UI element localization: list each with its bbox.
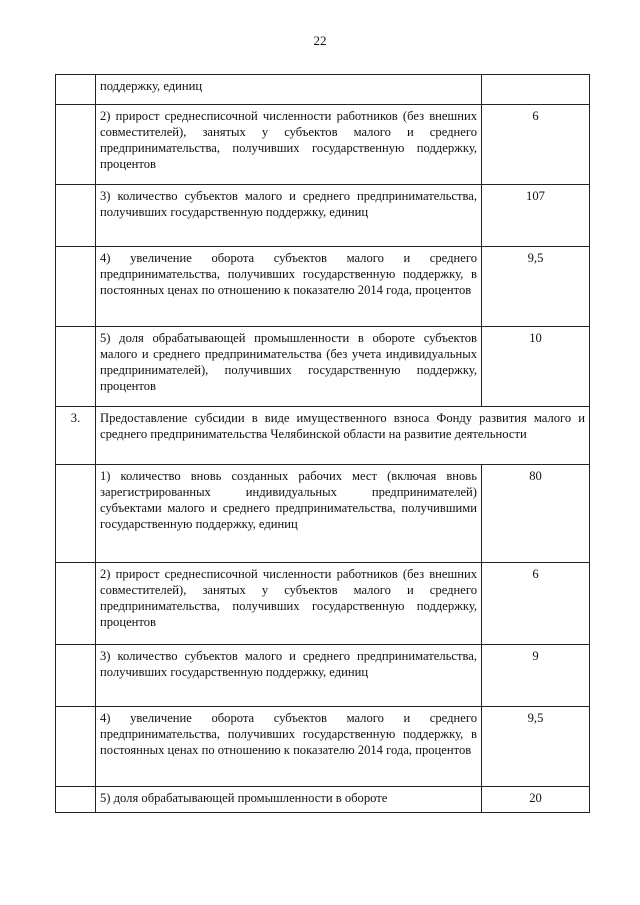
indicator-text: 5) доля обрабатывающей промышленности в обороте	[96, 787, 482, 813]
table-row	[56, 645, 590, 707]
table-row	[56, 185, 590, 247]
indicator-value: 9,5	[482, 247, 590, 327]
indicator-value: 9,5	[482, 707, 590, 787]
row-number	[56, 563, 96, 645]
indicator-text: 4) увеличение оборота субъектов малого и среднего предпринимательства, получивших государственную поддержку, в постоянных ценах по отношению к показателю 2014 года, процентов	[96, 247, 482, 327]
section-title: Предоставление субсидии в виде имущественного взноса Фонду развития малого и среднего предпринимательства Челябинской области на развитие деятельности	[96, 407, 590, 465]
section-row	[56, 407, 590, 465]
row-number	[56, 105, 96, 185]
page-number: 22	[313, 33, 327, 48]
row-number	[56, 185, 96, 247]
indicator-value: 20	[482, 787, 590, 813]
indicator-text: 3) количество субъектов малого и среднего предпринимательства, получивших государственную поддержку, единиц	[96, 185, 482, 247]
row-number	[56, 707, 96, 787]
indicator-text: поддержку, единиц	[96, 75, 482, 105]
table-row	[56, 247, 590, 327]
indicator-value: 107	[482, 185, 590, 247]
table-row	[56, 563, 590, 645]
indicator-text: 5) доля обрабатывающей промышленности в обороте субъектов малого и среднего предпринимательства (без учета индивидуальных предпринимателей), получивших государственную поддержку, процентов	[96, 327, 482, 407]
row-number	[56, 75, 96, 105]
table-row	[56, 465, 590, 563]
indicator-value: 80	[482, 465, 590, 563]
indicator-value: 6	[482, 563, 590, 645]
indicators-table	[55, 74, 590, 813]
indicator-text: 3) количество субъектов малого и среднего предпринимательства, получивших государственную поддержку, единиц	[96, 645, 482, 707]
table-row	[56, 707, 590, 787]
section-number: 3.	[56, 407, 96, 465]
table-row	[56, 327, 590, 407]
table-row	[56, 787, 590, 813]
row-number	[56, 645, 96, 707]
indicator-text: 2) прирост среднесписочной численности работников (без внешних совместителей), занятых у субъектов малого и среднего предпринимательства, получивших государственную поддержку, процентов	[96, 105, 482, 185]
indicator-value: 10	[482, 327, 590, 407]
row-number	[56, 247, 96, 327]
indicator-value	[482, 75, 590, 105]
indicator-value: 9	[482, 645, 590, 707]
indicator-value: 6	[482, 105, 590, 185]
row-number	[56, 465, 96, 563]
table-row	[56, 105, 590, 185]
indicator-text: 2) прирост среднесписочной численности работников (без внешних совместителей), занятых у субъектов малого и среднего предпринимательства, получивших государственную поддержку, процентов	[96, 563, 482, 645]
indicator-text: 1) количество вновь созданных рабочих мест (включая вновь зарегистрированных индивидуальных предпринимателей) субъектами малого и среднего предпринимательства, получившими государственную поддержку, единиц	[96, 465, 482, 563]
indicator-text: 4) увеличение оборота субъектов малого и среднего предпринимательства, получивших государственную поддержку, в постоянных ценах по отношению к показателю 2014 года, процентов	[96, 707, 482, 787]
row-number	[56, 327, 96, 407]
table-row	[56, 75, 590, 105]
row-number	[56, 787, 96, 813]
